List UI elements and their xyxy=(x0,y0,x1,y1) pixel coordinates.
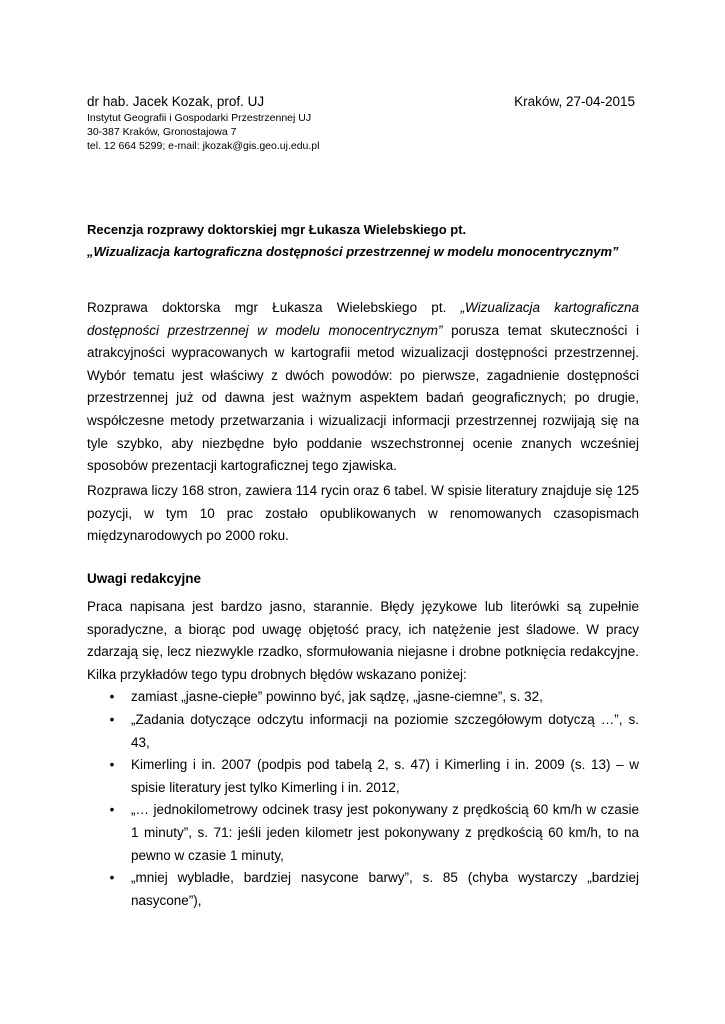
paragraph-2 xyxy=(87,480,639,548)
place-date: Kraków, 27-04-2015 xyxy=(514,94,635,109)
title-line-1: Recenzja rozprawy doktorskiej mgr Łukasza Wielebskiego pt. xyxy=(87,222,467,237)
list-item xyxy=(87,754,639,799)
paragraph-2-text: Rozprawa liczy 168 stron, zawiera 114 rycin oraz 6 tabel. W spisie literatury znajduje się 125 pozycji, w tym 10 prac zostało opublikowanych w renomowanych czasopismach międzynarodowych po 2000 roku. xyxy=(87,483,640,544)
bullet-icon: • xyxy=(109,802,115,818)
author-name: dr hab. Jacek Kozak, prof. UJ xyxy=(87,94,265,109)
title-line-2: „Wizualizacja kartograficzna dostępności przestrzennej w modelu monocentrycznym” xyxy=(87,244,619,259)
section-intro: Praca napisana jest bardzo jasno, starannie. Błędy językowe lub literówki są zupełnie sporadyczne, a biorąc pod uwagę objętość pracy, ich natężenie jest śladowe. W pracy zdarzają się, lecz niezwykle rzadko, sformułowania niejasne i drobne potknięcia redakcyjne. Kilka przykładów tego typu drobnych błędów wskazano poniżej: xyxy=(87,599,639,682)
address: 30-387 Kraków, Gronostajowa 7 xyxy=(87,126,237,138)
list-item xyxy=(87,709,639,754)
section-heading: Uwagi redakcyjne xyxy=(87,571,202,586)
bullet-icon: • xyxy=(109,870,115,886)
list-item xyxy=(87,867,639,912)
list-item-text: zamiast „jasne-ciepłe” powinno być, jak sądzę, „jasne-ciemne”, s. 32, xyxy=(131,689,543,705)
author-line xyxy=(87,92,635,111)
bullet-icon: • xyxy=(109,711,115,727)
institute: Instytut Geografii i Gospodarki Przestrzennej UJ xyxy=(87,112,312,124)
bullet-icon: • xyxy=(109,757,115,773)
paragraph-1-rest: porusza temat skuteczności i atrakcyjności wypracowanych w kartografii metod wizualizacji dostępności przestrzennej. Wybór tematu jest właściwy z dwóch powodów: po pierwsze, zagadnienie dostępności przestrzennej już od dawna jest ważnym aspektem badań geograficznych; po drugie, współczesne metody przetwarzania i wizualizacji informacji przestrzennej rozwijają się na tyle szybko, aby niezbędne było poddanie wszechstronnej ocenie znanych wcześniej sposobów prezentacji kartograficznej tego zjawiska. xyxy=(87,322,640,474)
review-title xyxy=(87,219,635,263)
list-item-text: „… jednokilometrowy odcinek trasy jest pokonywany z prędkością 60 km/h w czasie 1 minuty”, s. 71: jeśli jeden kilometr jest pokonywany z prędkością 60 km/h, to na pewno w czasie 1 minuty, xyxy=(131,802,639,863)
list-item-text: „Zadania dotyczące odczytu informacji na poziomie szczegółowym dotyczą …”, s. 43, xyxy=(131,711,639,750)
paragraph-1-title: „Wizualizacja kartograficzna dostępności przestrzennej w modelu monocentrycznym” xyxy=(87,300,639,338)
list-item xyxy=(87,686,639,709)
list-item-text: „mniej wybladłe, bardziej nasycone barwy”, s. 85 (chyba wystarczy „bardziej nasycone”), xyxy=(131,870,639,908)
paragraph-1-intro: Rozprawa doktorska mgr Łukasza Wielebskiego pt. xyxy=(87,300,461,315)
bullet-icon: • xyxy=(109,689,115,705)
remarks-list xyxy=(87,686,639,912)
list-item-text: Kimerling i in. 2007 (podpis pod tabelą 2, s. 47) i Kimerling i in. 2009 (s. 13) – w spisie literatury jest tylko Kimerling i in. 2012, xyxy=(131,757,639,795)
contact-info: tel. 12 664 5299; e-mail: jkozak@gis.geo.uj.edu.pl xyxy=(87,140,320,152)
section-body xyxy=(87,596,639,912)
paragraph-1 xyxy=(87,297,639,478)
list-item xyxy=(87,799,639,867)
letter-header xyxy=(87,92,635,153)
